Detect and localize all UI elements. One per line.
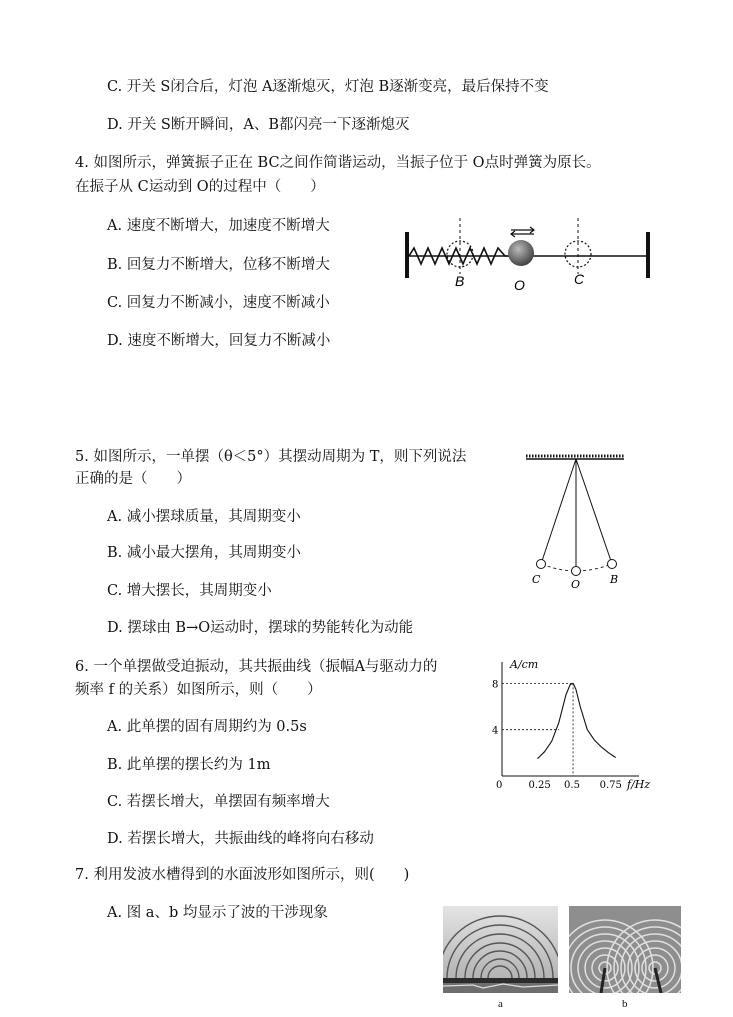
oscillator-ball — [508, 240, 534, 266]
pendulum-figure — [520, 450, 630, 590]
q3-option-d: D. 开关 S断开瞬间，A、B都闪亮一下逐渐熄灭 — [107, 117, 410, 133]
string-right — [576, 459, 611, 561]
x-tick-label: 0.5 — [564, 780, 580, 791]
pend-label-o: O — [571, 578, 581, 590]
bob-position-b — [608, 560, 617, 569]
q6-option-d: D. 若摆长增大，共振曲线的峰将向右移动 — [107, 831, 374, 847]
q5-option-c: C. 增大摆长，其周期变小 — [107, 583, 272, 599]
label-b: B — [455, 273, 465, 289]
q4-option-d: D. 速度不断增大，回复力不断减小 — [107, 333, 331, 349]
y-tick-label: 4 — [492, 725, 499, 737]
y-axis-label: A/cm — [510, 658, 539, 671]
q5-option-b: B. 减小最大摆角，其周期变小 — [107, 545, 301, 561]
left-wall — [405, 232, 409, 278]
string-left — [542, 459, 576, 561]
bob-position-o — [572, 567, 581, 576]
q4-option-a: A. 速度不断增大，加速度不断增大 — [107, 218, 330, 234]
q3-option-c: C. 开关 S闭合后，灯泡 A逐渐熄灭，灯泡 B逐渐变亮，最后保持不变 — [107, 79, 549, 95]
q5-option-a: A. 减小摆球质量，其周期变小 — [107, 509, 301, 525]
x-tick-label: 0.25 — [528, 780, 551, 791]
bob-position-c — [537, 560, 546, 569]
pend-label-b: B — [610, 573, 619, 586]
wave-photo-b — [569, 906, 681, 993]
x-tick-label: 0.75 — [599, 780, 622, 791]
q5-stem-line2: 正确的是（ ） — [75, 471, 191, 487]
q4-option-c: C. 回复力不断减小，速度不断减小 — [107, 295, 330, 311]
right-wall — [646, 232, 650, 278]
wave-photo-a — [443, 906, 558, 993]
caption-b: b — [622, 998, 628, 1010]
caption-a: a — [498, 998, 503, 1010]
q6-stem-line2: 频率 f 的关系）如图所示，则（ ） — [75, 682, 322, 698]
q4-stem-line1: 4. 如图所示，弹簧振子正在 BC之间作简谐运动，当振子位于 O点时弹簧为原长。 — [75, 155, 601, 171]
q7-stem: 7. 利用发波水槽得到的水面波形如图所示，则( ) — [75, 867, 410, 883]
pend-label-c: C — [532, 573, 541, 586]
q6-option-a: A. 此单摆的固有周期约为 0.5s — [107, 719, 307, 735]
q5-option-d: D. 摆球由 B→O运动时，摆球的势能转化为动能 — [107, 620, 414, 636]
q5-stem-line1: 5. 如图所示，一单摆（θ＜5°）其摆动周期为 T，则下列说法 — [75, 449, 467, 465]
spring-oscillator-figure — [400, 210, 660, 290]
q4-stem-line2: 在振子从 C运动到 O的过程中（ ） — [75, 179, 325, 195]
y-tick-label: 8 — [492, 679, 499, 691]
x-axis-label: f/Hz — [627, 778, 651, 791]
q6-stem-line1: 6. 一个单摆做受迫振动，其共振曲线（振幅A与驱动力的 — [75, 659, 438, 675]
label-o: O — [514, 277, 525, 290]
q6-option-c: C. 若摆长增大，单摆固有频率增大 — [107, 794, 330, 810]
q6-option-b: B. 此单摆的摆长约为 1m — [107, 757, 271, 773]
label-c: C — [574, 271, 585, 287]
q4-option-b: B. 回复力不断增大，位移不断增大 — [107, 257, 330, 273]
resonance-curve — [538, 683, 616, 758]
x-tick-label: 0 — [496, 780, 503, 791]
q7-option-a: A. 图 a、b 均显示了波的干涉现象 — [107, 905, 328, 921]
resonance-curve-chart — [488, 656, 653, 796]
